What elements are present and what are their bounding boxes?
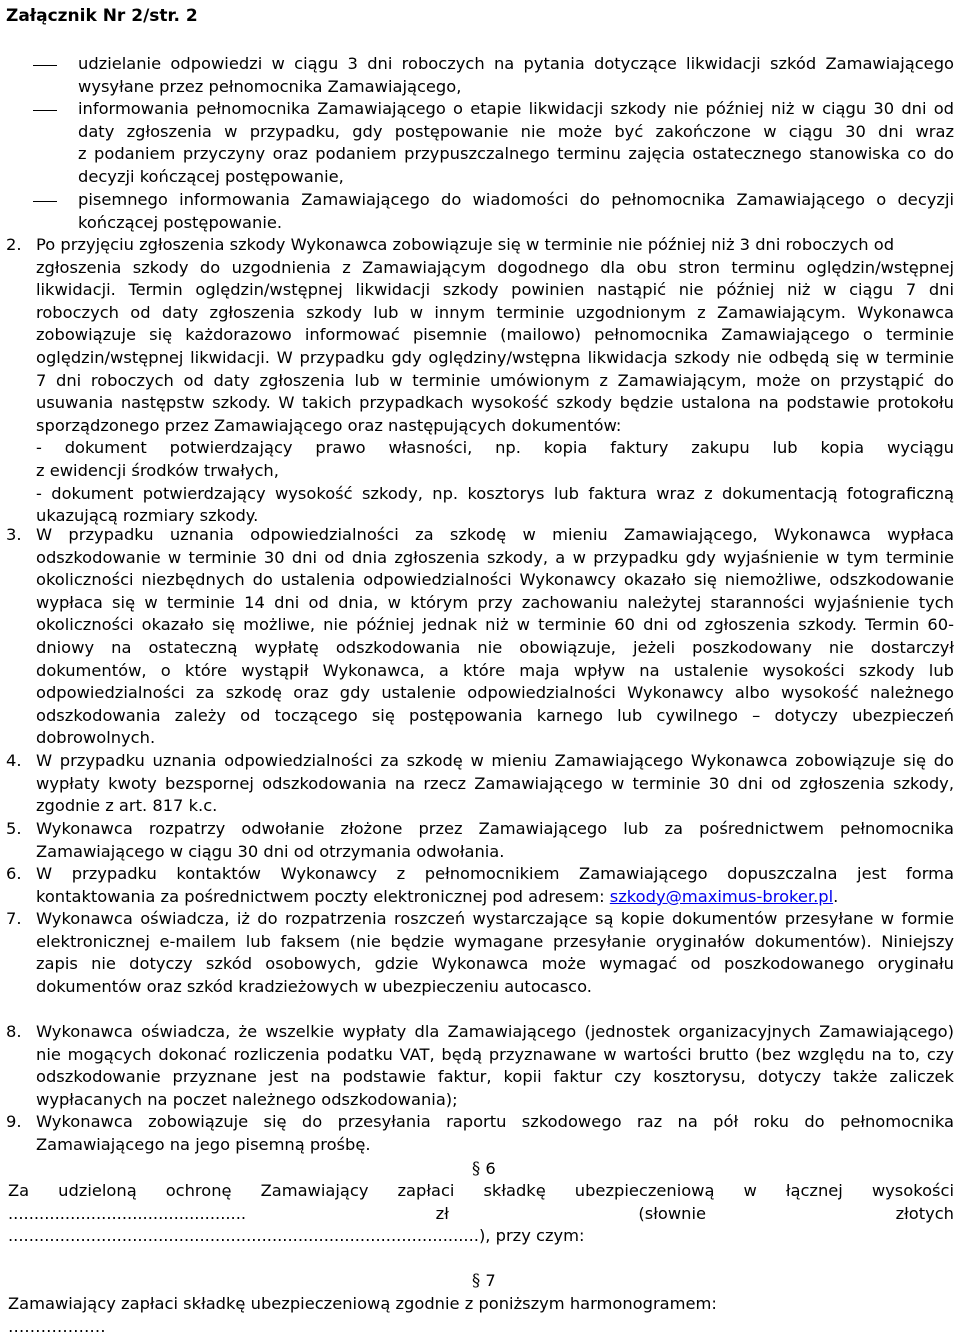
text-line: dniowy na ostateczną wypłatę odszkodowania nie obowiązuje, jeżeli poszkodowany nie dostarczył: [36, 637, 954, 657]
text-line: udzielanie odpowiedzi w ciągu 3 dni roboczych na pytania dotyczące likwidacji szkód Zamawiającego: [78, 54, 954, 73]
text-line: daty zgłoszenia w przypadku, gdy postępowanie nie może być zakończone w ciągu 30 dni wraz: [78, 121, 954, 141]
text-line: Zamawiającego na jego pisemną prośbę.: [36, 1134, 371, 1154]
point-number: 9.: [6, 1112, 22, 1131]
section-number: 7: [485, 1271, 496, 1290]
text-line: dobrowolnych.: [36, 728, 156, 748]
text-line: Po przyjęciu zgłoszenia szkody Wykonawca zobowiązuje się w terminie nie później niż 3 dni roboczych od: [36, 235, 895, 254]
text-line: informowania pełnomocnika Zamawiającego o etapie likwidacji szkody nie później niż w ciągu 30 dni od: [78, 99, 954, 118]
dash-bullet: [33, 65, 57, 66]
text-line: usuwania następstw szkody. W takich przypadkach wysokość szkody będzie ustalona na podstawie protokołu: [36, 393, 954, 413]
contact-text: kontaktowania za pośrednictwem poczty elektronicznej pod adresem:: [36, 886, 610, 906]
point-number: 8.: [6, 1022, 22, 1041]
point-paragraph: [36, 234, 954, 528]
point-paragraph: [36, 1111, 954, 1156]
point-number: 5.: [6, 819, 22, 838]
section-7-text: [8, 1293, 954, 1338]
point-number: 3.: [6, 525, 22, 544]
text-line: nie mogących dokonać rozliczenia podatku VAT, będą przyznawane w wartości brutto (bez względu na to, czy: [36, 1044, 954, 1064]
text-line: likwidacji. Termin oględzin/wstępnej likwidacji szkody powinien nastąpić nie później niż w ciągu 7 dni: [36, 280, 954, 300]
point-number: 6.: [6, 864, 22, 883]
section-6-heading: [472, 1158, 512, 1181]
contact-line: [36, 886, 954, 909]
text-line: dokumentów, o które wystąpił Wykonawca, a które maja wpływ na ustalenie wysokości szkody lub: [36, 660, 954, 680]
text-line: wysyłane przez pełnomocnika Zamawiającego,: [78, 76, 462, 96]
text-line: ukazującą rozmiary szkody.: [36, 506, 259, 526]
text-line: Wykonawca oświadcza, iż do rozpatrzenia roszczeń wystarczające są kopie dokumentów przesyłane w formie: [36, 909, 954, 928]
point-paragraph: [36, 908, 954, 998]
text-line: Wykonawca zobowiązuje się do przesyłania raportu szkodowego raz na pół roku do pełnomocnika: [36, 1112, 954, 1131]
text-line: - dokument potwierdzający prawo własności, np. kopia faktury zakupu lub kopia wyciągu: [36, 438, 954, 458]
text-line: wypłacanych na poczet należnego odszkodowania);: [36, 1089, 458, 1109]
point-paragraph: [36, 1021, 954, 1111]
text-line: elektronicznej e-mailem lub faksem (nie będzie wymagane przesyłanie oryginałów dokumentów). Niniejszy: [36, 931, 954, 951]
text-line: sporządzonego przez Zamawiającego oraz następujących dokumentów:: [36, 415, 622, 435]
text-line: oględzin/wstępnej likwidacji. W przypadku gdy oględziny/wstępna likwidacja szkody nie odbędą się w terminie: [36, 347, 954, 367]
email-link[interactable]: szkody@maximus-broker.pl: [609, 886, 834, 906]
point-paragraph: [36, 818, 954, 863]
text-line: Wykonawca oświadcza, że wszelkie wypłaty dla Zamawiającego (jednostek organizacyjnych Zamawiającego): [36, 1022, 954, 1041]
text-line: kończącej postępowanie.: [78, 212, 283, 232]
text-line: zgłoszenia szkody do uzgodnienia z Zamawiającym dogodnego dla obu stron terminu oględzin/wstępnej: [36, 257, 954, 277]
section-sign: §: [472, 1159, 481, 1178]
text-line: - dokument potwierdzający wysokość szkody, np. kosztorys lub faktura wraz z dokumentacją fotograficzną: [36, 483, 954, 503]
point-paragraph: [36, 863, 954, 908]
text-line: okoliczności okazało się możliwe, nie później jednak niż w terminie 60 dni od zgłoszenia szkody. Termin 60-: [36, 615, 954, 635]
text-line: wypłaca się w terminie 14 dni od dnia, w którym przy zachowaniu należytej staranności wyjaśnienie tych: [36, 592, 954, 612]
page-header: Załącznik Nr 2/str. 2: [6, 6, 198, 26]
text-line: decyzji kończącej postępowanie,: [78, 166, 344, 186]
dash-bullet: [33, 201, 57, 202]
text-line: z podaniem przyczyny oraz podaniem przypuszczalnego terminu zajęcia ostatecznego stanowiska co do: [78, 144, 954, 164]
text-line: dokumentów oraz szkód kradzieżowych w ubezpieczeniu autocasco.: [36, 976, 592, 996]
text-line: roboczych od daty zgłoszenia szkody lub w innym terminie uzgodnionym z Zamawiającym. Wykonawca: [36, 302, 954, 322]
text-line: zapis nie dotyczy szkód osobowych, gdzie Wykonawca może wymagać od poszkodowanego oryginału: [36, 954, 954, 974]
point-number: 4.: [6, 751, 22, 770]
text-line: pisemnego informowania Zamawiającego do wiadomości do pełnomocnika Zamawiającego o decyzji: [78, 190, 954, 209]
dash-list-item: [78, 189, 954, 234]
text-line: wypłaty kwoty bezspornej odszkodowania na rzecz Zamawiającego w terminie 30 dni od zgłoszenia szkody,: [36, 773, 954, 793]
section-7-heading: [472, 1270, 512, 1293]
text-line: odpowiedzialności za szkodę oraz gdy ustalenie odpowiedzialności Wykonawcy albo wysokość należnego: [36, 683, 954, 703]
section-6-line: ...........................................................................................), przy czym:: [8, 1226, 585, 1246]
dash-bullet: [33, 110, 57, 111]
section-6-text: [8, 1180, 954, 1248]
text-line: 7 dni roboczych od daty zgłoszenia lub w terminie umówionym z Zamawiającym, może on przystąpić do: [36, 370, 954, 390]
text-line: odszkodowanie w terminie 30 dni od dnia zgłoszenia szkody, a w przypadku gdy wyjaśnienie w tym terminie: [36, 547, 954, 567]
text-line: Wykonawca rozpatrzy odwołanie złożone przez Zamawiającego lub za pośrednictwem pełnomocnika: [36, 819, 954, 838]
point-number: 2.: [6, 235, 22, 254]
point-paragraph: [36, 750, 954, 818]
section-6-line: Za udzieloną ochronę Zamawiający zapłaci składkę ubezpieczeniową w łącznej wysokości: [8, 1181, 954, 1200]
text-line: zgodnie z art. 817 k.c.: [36, 796, 218, 816]
text-line: odszkodowania zależy od toczącego się postępowania karnego lub cywilnego – dotyczy ubezpieczeń: [36, 705, 954, 725]
text-line: W przypadku uznania odpowiedzialności za szkodę w mieniu Zamawiającego Wykonawca zobowiązuje się do: [36, 751, 954, 770]
contact-suffix: .: [833, 886, 839, 906]
section-7-line: Zamawiający zapłaci składkę ubezpieczeniową zgodnie z poniższym harmonogramem:: [8, 1294, 717, 1313]
point-number: 7.: [6, 909, 22, 928]
text-line: zobowiązuje się każdorazowo informować pisemnie (mailowo) pełnomocnika Zamawiającego o terminie: [36, 325, 954, 345]
section-7-line: ………………: [8, 1316, 106, 1336]
section-sign: §: [472, 1271, 481, 1290]
text-line: odszkodowanie przyznane jest na podstawie faktur, kopii faktur czy kosztorysu, dotyczy także zaliczek: [36, 1067, 954, 1087]
dash-list-item: [78, 53, 954, 98]
text-line: W przypadku uznania odpowiedzialności za szkodę w mieniu Zamawiającego, Wykonawca wypłaca: [36, 525, 954, 544]
text-line: z ewidencji środków trwałych,: [36, 460, 279, 480]
section-6-line: .............................................. zł (słownie złotych: [8, 1203, 954, 1223]
text-line: Zamawiającego w ciągu 30 dni od otrzymania odwołania.: [36, 841, 505, 861]
text-line: okoliczności niezbędnych do ustalenia odpowiedzialności Wykonawcy okazało się niemożliwe, odszkodowanie: [36, 570, 954, 590]
section-number: 6: [485, 1159, 496, 1178]
point-paragraph: [36, 524, 954, 750]
text-line: W przypadku kontaktów Wykonawcy z pełnomocnikiem Zamawiającego dopuszczalna jest forma: [36, 864, 954, 883]
dash-list-item: [78, 98, 954, 188]
